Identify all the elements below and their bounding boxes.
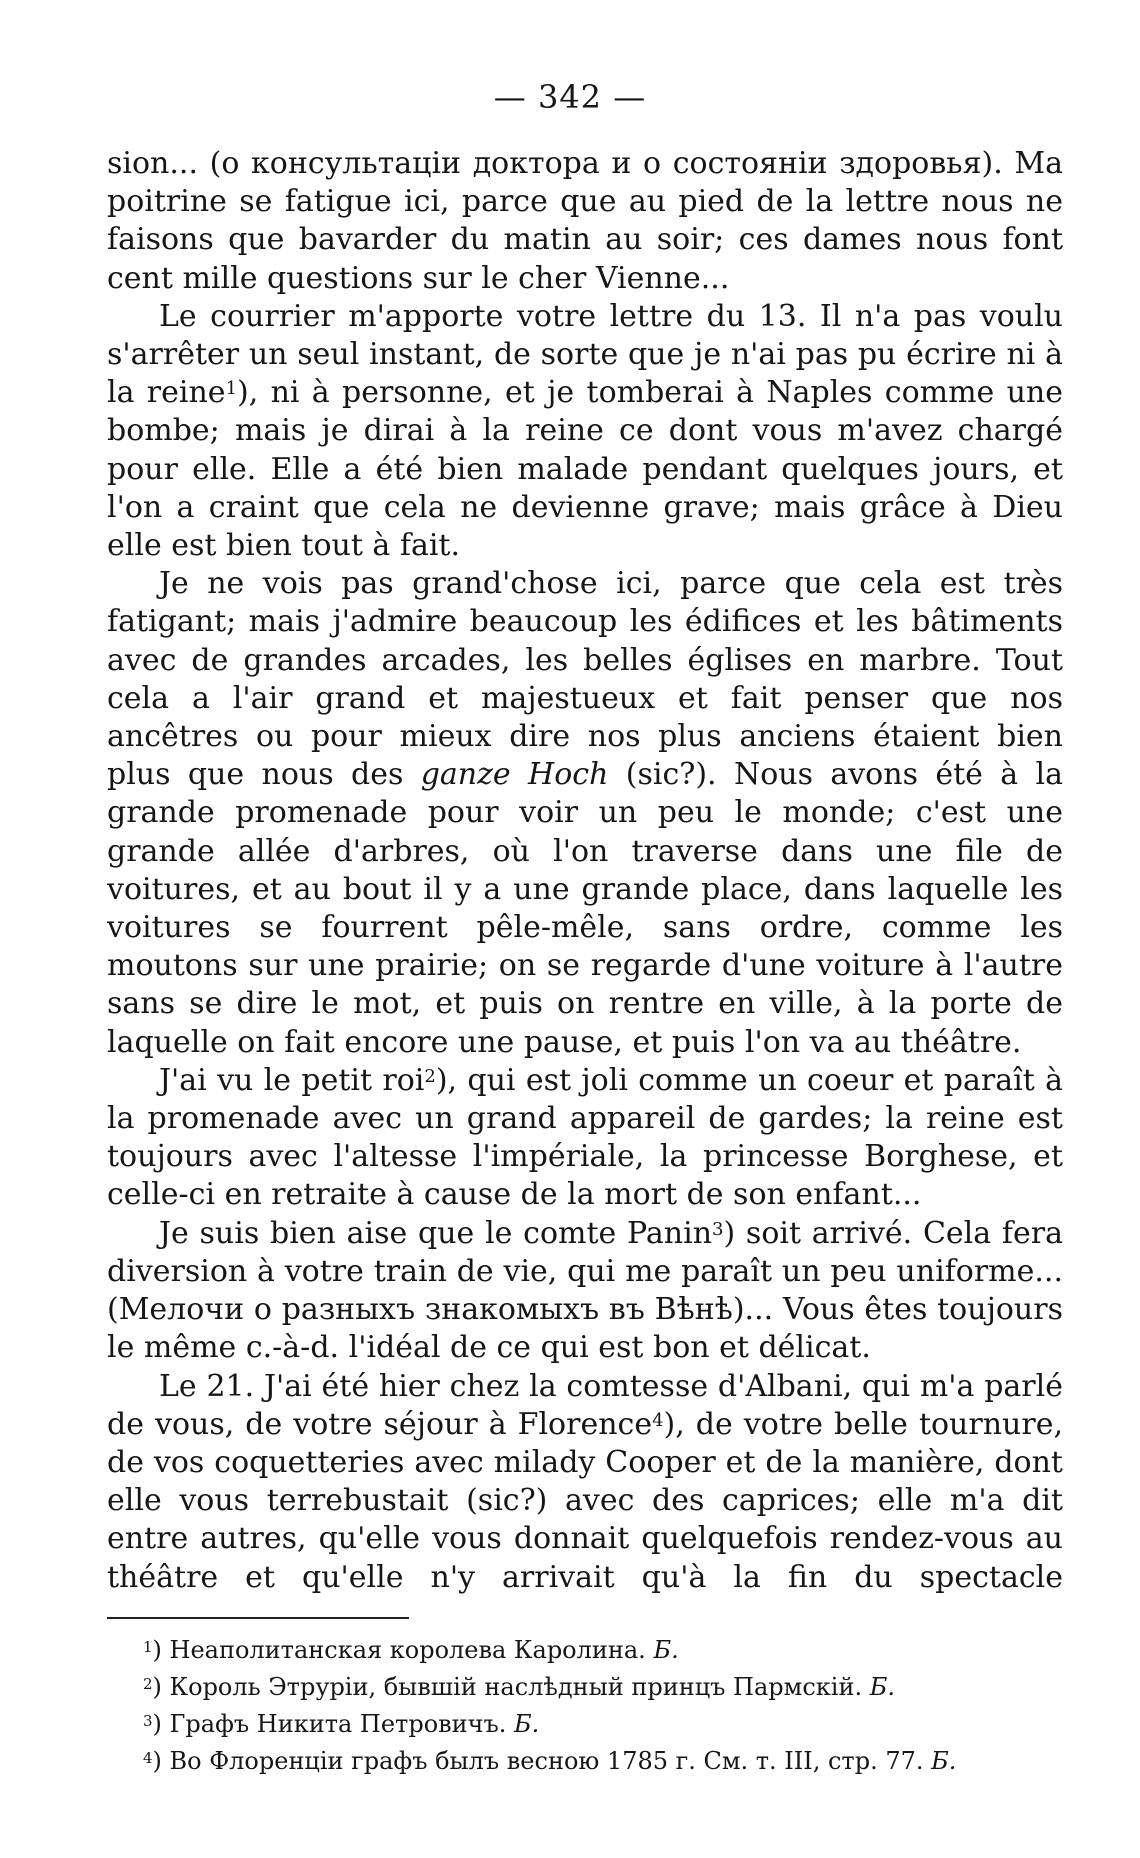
paragraph	[107, 298, 1063, 565]
footnote-mark: 1	[143, 1638, 153, 1656]
footnote-text: ) Король Этруріи, бывшій наслѣдный принцъ Пармскій.	[152, 1673, 870, 1701]
footnote-signature: Б.	[869, 1673, 895, 1701]
paragraph-text: Le courrier m'apporte votre lettre du 13. Il n'a pas voulu s'arrêter un seul instant, de sorte que je n'ai pas pu écrire ni à la reine	[107, 298, 1063, 411]
paragraph-text: Le 21. J'ai été hier chez la comtesse d'Albani, qui m'a parlé de vous, de votre séjour à Florence	[107, 1368, 1063, 1442]
footnote	[143, 1743, 1063, 1780]
footnote-text: ) Графъ Никита Петровичъ.	[152, 1710, 515, 1738]
paragraph-text: (sic?). Nous avons été à la grande promenade pour voir un peu le monde; c'est une grande allée d'arbres, où l'on traverse dans une file de voitures, et au bout il y a une grande place, dans laquelle les voitures se fourrent pêle-mêle, sans ordre, comme les moutons sur une prairie; on se regarde d'une voiture à l'autre sans se dire le mot, et puis on rentre en ville, à la porte de laquelle on fait encore une pause, et puis l'on va au théâtre.	[107, 757, 1063, 1060]
footnote-ref: 4	[652, 1409, 664, 1431]
italic-phrase: ganze Hoch	[420, 757, 609, 793]
footnote-mark: 2	[143, 1675, 153, 1693]
footnote	[143, 1669, 1063, 1706]
page-number: — 342 —	[493, 78, 647, 116]
paragraph-text: ), qui est joli comme un coeur et paraît à la promenade avec un grand appareil de gardes; la reine est toujours avec l'altesse l'impériale, la princesse Borghese, et celle-ci en retraite à cause de la mort de son enfant...	[107, 1062, 1063, 1213]
paragraph-text: sion... (о консультаціи доктора и о состояніи здоровья). Ma poitrine se fatigue ici, parce que au pied de la lettre nous ne faisons que bavarder du matin au soir; ces dames nous font cent mille questions sur le cher Vienne...	[107, 146, 1063, 296]
footnote-signature: Б.	[514, 1710, 540, 1738]
paragraph-text: Je ne vois pas grand'chose ici, parce que cela est très fatigant; mais j'admire beaucoup les édifices et les bâtiments avec de grandes arcades, les belles églises en marbre. Tout cela a l'air grand et majestueux et fait penser que nos ancêtres ou pour mieux dire nos plus anciens étaient bien plus que nous des	[107, 566, 1063, 793]
paragraph	[107, 1062, 1063, 1215]
paragraph-text: ), de votre belle tournure, de vos coquetteries avec milady Cooper et de la manière, dont elle vous terrebustait (sic?) avec des caprices; elle m'a dit entre autres, qu'elle vous donnait quelquefois rendez-vous au théâtre et qu'elle n'y arrivait qu'à la fin du spectacle	[107, 1406, 1063, 1595]
footnote-ref: 2	[424, 1065, 436, 1087]
footnote	[143, 1632, 1063, 1669]
footnote-text: ) Во Флоренціи графъ былъ весною 1785 г. См. т. III, стр. 77.	[152, 1747, 932, 1775]
footnote-signature: Б.	[653, 1636, 679, 1664]
footnote-signature: Б.	[931, 1747, 957, 1775]
paragraph-text: ), ni à personne, et je tomberai à Naples comme une bombe; mais je dirai à la reine ce dont vous m'avez chargé pour elle. Elle a été bien malade pendant quelques jours, et l'on a craint que cela ne devienne grave; mais grâce à Dieu elle est bien tout à fait.	[107, 375, 1063, 564]
footnote	[143, 1706, 1063, 1743]
footnote-mark: 3	[143, 1712, 153, 1730]
footnote-ref: 1	[225, 378, 238, 400]
footnote-text: ) Неаполитанская королева Каролина.	[152, 1636, 654, 1664]
footnote-ref: 3	[712, 1218, 724, 1240]
footnote-divider	[107, 1617, 409, 1619]
paragraph-text: Je suis bien aise que le comte Panin	[159, 1215, 713, 1251]
paragraph	[107, 1368, 1063, 1597]
paragraph-text: ) soit arrivé. Cela fera diversion à votre train de vie, qui me paraît un peu uniforme... (Мелочи о разныхъ знакомыхъ въ Вѣнѣ)... Vous êtes toujours le même c.-à-d. l'idéal de ce qui est bon et délicat.	[107, 1215, 1063, 1366]
footnotes	[143, 1632, 1063, 1780]
footnote-mark: 4	[143, 1749, 153, 1767]
paragraph	[107, 145, 1063, 298]
paragraph-text: J'ai vu le petit roi	[159, 1062, 425, 1098]
paragraph	[107, 565, 1063, 1062]
paragraph	[107, 1215, 1063, 1368]
body-text	[107, 145, 1063, 1597]
